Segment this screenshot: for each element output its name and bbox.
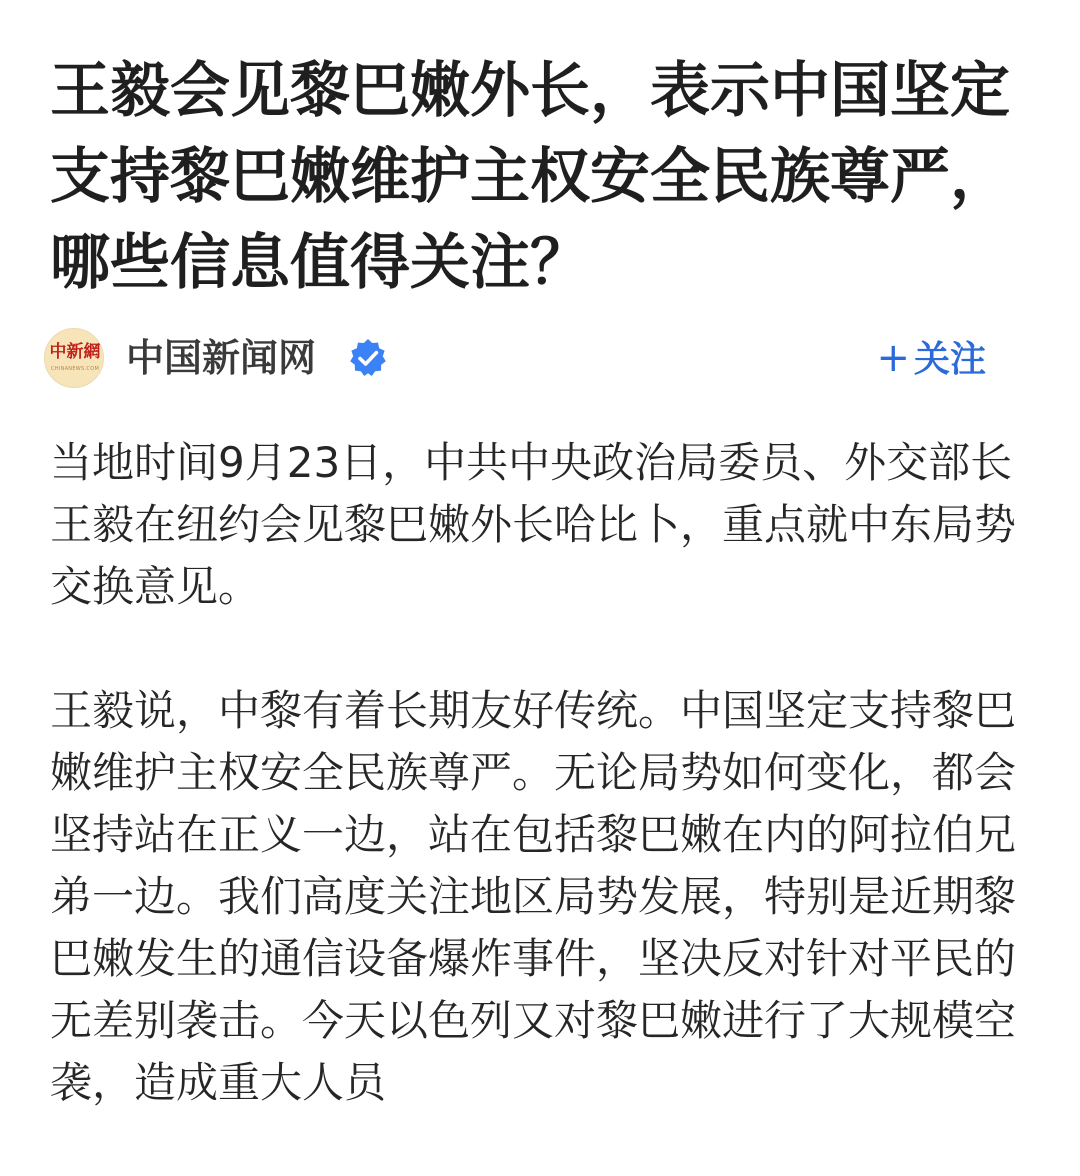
article-title: 王毅会见黎巴嫩外长，表示中国坚定支持黎巴嫩维护主权安全民族尊严，哪些信息值得关注？ xyxy=(50,56,1010,298)
author-name[interactable]: 中国新闻网 xyxy=(126,336,317,380)
avatar[interactable] xyxy=(44,328,104,388)
plus-icon: + xyxy=(876,335,910,381)
follow-button[interactable] xyxy=(876,326,986,390)
paragraph: 王毅说，中黎有着长期友好传统。中国坚定支持黎巴嫩维护主权安全民族尊严。无论局势如何变化，都会坚持站在正义一边，站在包括黎巴嫩在内的阿拉伯兄弟一边。我们高度关注地区局势发展，特别是近期黎巴嫩发生的通信设备爆炸事件，坚决反对针对平民的无差别袭击。今天以色列又对黎巴嫩进行了大规模空袭，造成重大人员 xyxy=(50,686,1017,1107)
follow-label: 关注 xyxy=(913,339,986,380)
paragraph: 当地时间9月23日，中共中央政治局委员、外交部长王毅在纽约会见黎巴嫩外长哈比卜，重点就中东局势交换意见。 xyxy=(50,438,1017,611)
avatar-sub-text: CHINANEWS.COM xyxy=(50,366,100,372)
author-row xyxy=(44,326,1036,390)
article-body xyxy=(50,432,1035,1176)
verified-badge-icon xyxy=(348,338,388,378)
avatar-logo-text: 中新網 xyxy=(49,342,101,362)
